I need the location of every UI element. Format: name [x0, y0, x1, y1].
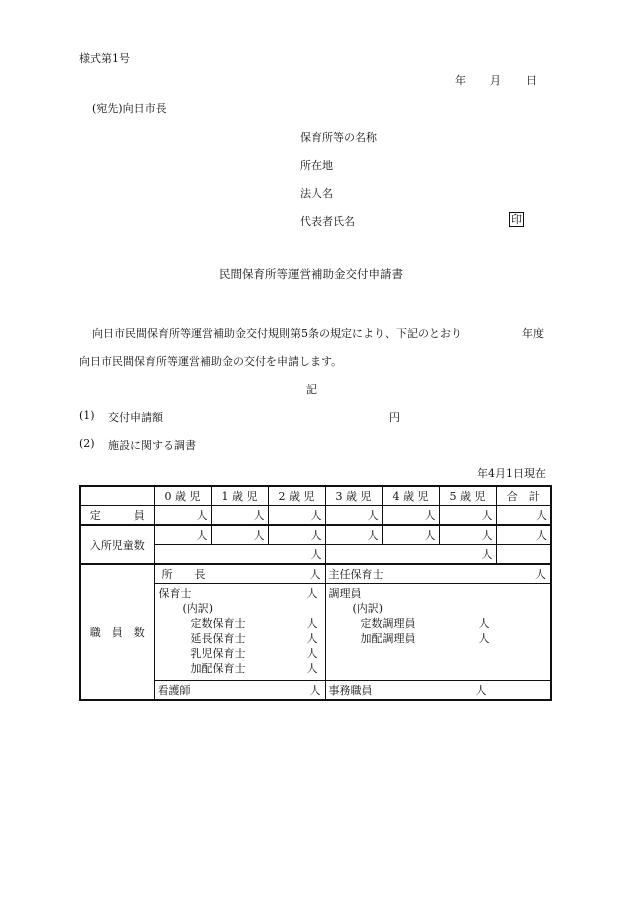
- capacity-age0[interactable]: 人: [154, 506, 211, 526]
- health-nurse-unit: 人: [309, 684, 321, 697]
- item1-number: (1): [79, 409, 95, 422]
- cook-item-additional-unit: 人: [478, 632, 490, 645]
- seal-mark: 印: [511, 213, 522, 226]
- facility-name-label: 保育所等の名称: [300, 131, 377, 144]
- capacity-age4[interactable]: 人: [382, 506, 439, 526]
- table-header-row: [80, 486, 551, 506]
- capacity-label: 定 員: [80, 506, 154, 526]
- item1-unit: 円: [389, 411, 400, 424]
- body-year: 年度: [522, 327, 544, 340]
- capacity-age2[interactable]: 人: [268, 506, 325, 526]
- header-age4: 4 歳 児: [382, 486, 439, 506]
- nurse-item-fixed-unit: 人: [306, 617, 318, 630]
- health-nurse-cell[interactable]: [154, 681, 325, 701]
- cook-cell[interactable]: [325, 584, 551, 681]
- health-nurse-label: 看護師: [157, 684, 191, 697]
- facility-table: [79, 485, 552, 701]
- header-age3: 3 歳 児: [325, 486, 382, 506]
- address-label: 所在地: [300, 159, 333, 172]
- cook-breakdown: (内訳): [352, 602, 384, 615]
- director-unit: 人: [309, 568, 321, 581]
- as-of-date: 年4月1日現在: [477, 467, 546, 480]
- enrolled-under3[interactable]: 人: [154, 545, 325, 565]
- cook-item-fixed: 定数調理員: [360, 617, 416, 630]
- office-staff-cell[interactable]: [325, 681, 551, 701]
- addressee: (宛先)向日市長: [92, 102, 167, 115]
- nurse-item-additional-unit: 人: [306, 662, 318, 675]
- nurse-label: 保育士: [158, 587, 192, 600]
- nurse-item-extended: 延長保育士: [190, 632, 246, 645]
- enrolled-subtotal-empty: [496, 545, 551, 565]
- nurse-item-additional: 加配保育士: [190, 662, 246, 675]
- enrolled-age5[interactable]: 人: [439, 525, 496, 545]
- enrolled-age0[interactable]: 人: [154, 525, 211, 545]
- nurse-item-extended-unit: 人: [306, 632, 318, 645]
- cook-item-fixed-unit: 人: [478, 617, 490, 630]
- enrolled-total[interactable]: 人: [496, 525, 551, 545]
- corporation-label: 法人名: [300, 187, 333, 200]
- enrolled-label: 入所児童数: [80, 525, 154, 564]
- chief-nurse-unit: 人: [535, 568, 546, 581]
- header-age0: 0 歳 児: [154, 486, 211, 506]
- representative-label: 代表者氏名: [300, 215, 355, 228]
- date-day: 日: [526, 74, 537, 87]
- header-empty: [80, 486, 154, 506]
- director-cell[interactable]: [154, 564, 325, 584]
- header-age1: 1 歳 児: [211, 486, 268, 506]
- body-line-2: 向日市民間保育所等運営補助金の交付を申請します。: [79, 355, 343, 368]
- enrolled-over3[interactable]: 人: [325, 545, 496, 565]
- item1-label: 交付申請額: [108, 411, 163, 424]
- document-title: 民間保育所等運営補助金交付申請書: [219, 267, 403, 281]
- nurse-item-infant: 乳児保育士: [190, 647, 246, 660]
- capacity-total[interactable]: 人: [496, 506, 551, 526]
- chief-nurse-label: 主任保育士: [328, 568, 384, 581]
- date-month: 月: [490, 74, 501, 87]
- form-number: 様式第1号: [79, 52, 130, 65]
- nurse-breakdown: (内訳): [182, 602, 214, 615]
- office-staff-label: 事務職員: [328, 684, 373, 697]
- cook-item-additional: 加配調理員: [360, 632, 416, 645]
- enrolled-age3[interactable]: 人: [325, 525, 382, 545]
- body-line-1: 向日市民間保育所等運営補助金交付規則第5条の規定により、下記のとおり: [92, 327, 462, 340]
- cook-label: 調理員: [328, 587, 362, 600]
- director-label: 所 長: [161, 568, 206, 581]
- nurse-item-infant-unit: 人: [306, 647, 318, 660]
- header-age5: 5 歳 児: [439, 486, 496, 506]
- item2-label: 施設に関する調書: [108, 439, 196, 452]
- capacity-row: [80, 506, 551, 526]
- enrolled-age4[interactable]: 人: [382, 525, 439, 545]
- nurse-item-fixed: 定数保育士: [190, 617, 246, 630]
- nurse-unit: 人: [306, 587, 318, 600]
- director-row: [80, 564, 551, 584]
- enrolled-row: [80, 525, 551, 545]
- enrolled-age2[interactable]: 人: [268, 525, 325, 545]
- ki-heading: 記: [306, 383, 317, 396]
- header-age2: 2 歳 児: [268, 486, 325, 506]
- capacity-age3[interactable]: 人: [325, 506, 382, 526]
- chief-nurse-cell[interactable]: [325, 564, 551, 584]
- enrolled-age1[interactable]: 人: [211, 525, 268, 545]
- item2-number: (2): [79, 437, 95, 450]
- staff-label: 職 員 数: [80, 564, 154, 700]
- office-staff-unit: 人: [475, 684, 487, 697]
- nurse-cell[interactable]: [154, 584, 325, 681]
- capacity-age1[interactable]: 人: [211, 506, 268, 526]
- header-total: 合 計: [496, 486, 551, 506]
- capacity-age5[interactable]: 人: [439, 506, 496, 526]
- date-year: 年: [455, 74, 466, 87]
